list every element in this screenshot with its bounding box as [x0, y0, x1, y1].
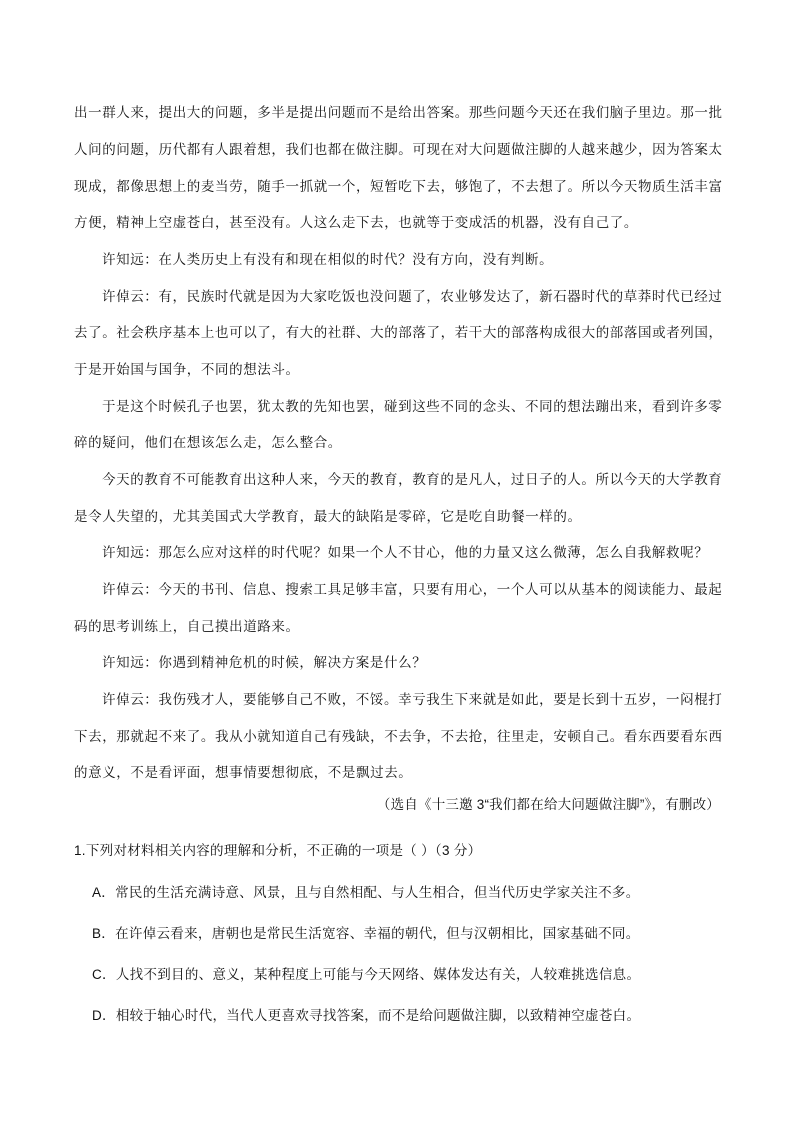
option-d: D．相较于轴心时代，当代人更喜欢寻找答案，而不是给问题做注脚，以致精神空虚苍白。 [92, 1008, 641, 1023]
passage-line: 许知远：你遇到精神危机的时候，解决方案是什么？ [102, 655, 427, 671]
option-b: B．在许倬云看来，唐朝也是常民生活宽容、幸福的朝代，但与汉朝相比，国家基础不同。 [92, 926, 640, 941]
passage-line: 于是这个时候孔子也罢，犹太教的先知也罢，碰到这些不同的念头、不同的想法蹦出来，看到许多零 [102, 399, 723, 415]
passage-line: 是令人失望的，尤其美国式大学教育，最大的缺陷是零碎，它是吃自助餐一样的。 [74, 509, 582, 525]
passage-line: 去了。社会秩序基本上也可以了，有大的社群、大的部落了，若干大的部落构成很大的部落国或者列国， [74, 325, 723, 341]
option-c: C．人找不到目的、意义，某种程度上可能与今天网络、媒体发达有关，人较难挑选信息。 [92, 967, 641, 982]
passage-line: 今天的教育不可能教育出这种人来，今天的教育，教育的是凡人，过日子的人。所以今天的大学教育 [102, 472, 723, 488]
passage-line: 于是开始国与国争，不同的想法斗。 [74, 362, 300, 378]
passage-line: 人问的问题，历代都有人跟着想，我们也都在做注脚。可现在对大问题做注脚的人越来越少，因为答案太 [74, 142, 723, 158]
option-a: A．常民的生活充满诗意、风景，且与自然相配、与人生相合，但当代历史学家关注不多。 [92, 885, 640, 900]
passage-line: 许知远：那怎么应对这样的时代呢？如果一个人不甘心，他的力量又这么微薄，怎么自我解救呢？ [102, 545, 709, 561]
passage-line: 下去，那就起不来了。我从小就知道自己有残缺，不去争，不去抢，往里走，安顿自己。看东西要看东西 [74, 729, 723, 745]
passage-line: 出一群人来，提出大的问题，多半是提出问题而不是给出答案。那些问题今天还在我们脑子里边。那一批 [74, 105, 723, 121]
passage-line: 碎的疑问，他们在想该怎么走，怎么整合。 [74, 435, 342, 451]
passage-line: 许倬云：今天的书刊、信息、搜索工具足够丰富，只要有用心，一个人可以从基本的阅读能力、最起 [102, 582, 723, 598]
passage-line: 许倬云：我伤残才人，要能够自己不败，不馁。幸亏我生下来就是如此，要是长到十五岁，一闷棍打 [102, 692, 723, 708]
source-citation: （选自《十三邀 3“我们都在给大问题做注脚”》，有删改） [376, 797, 720, 812]
passage-line: 许倬云：有，民族时代就是因为大家吃饭也没问题了，农业够发达了，新石器时代的草莽时代已经过 [102, 289, 723, 305]
passage-line: 现成，都像思想上的麦当劳，随手一抓就一个，短暂吃下去，够饱了，不去想了。所以今天物质生活丰富 [74, 179, 723, 195]
passage-line: 的意义，不是看评面，想事情要想彻底，不是飘过去。 [74, 765, 413, 781]
question-stem: 1.下列对材料相关内容的理解和分析，不正确的一项是（ ）（3 分） [74, 843, 482, 858]
passage-line: 码的思考训练上，自己摸出道路来。 [74, 619, 300, 635]
passage-line: 许知远：在人类历史上有没有和现在相似的时代？没有方向，没有判断。 [102, 252, 554, 268]
passage-line: 方便，精神上空虚苍白，甚至没有。人这么走下去，也就等于变成活的机器，没有自己了。 [74, 215, 638, 231]
